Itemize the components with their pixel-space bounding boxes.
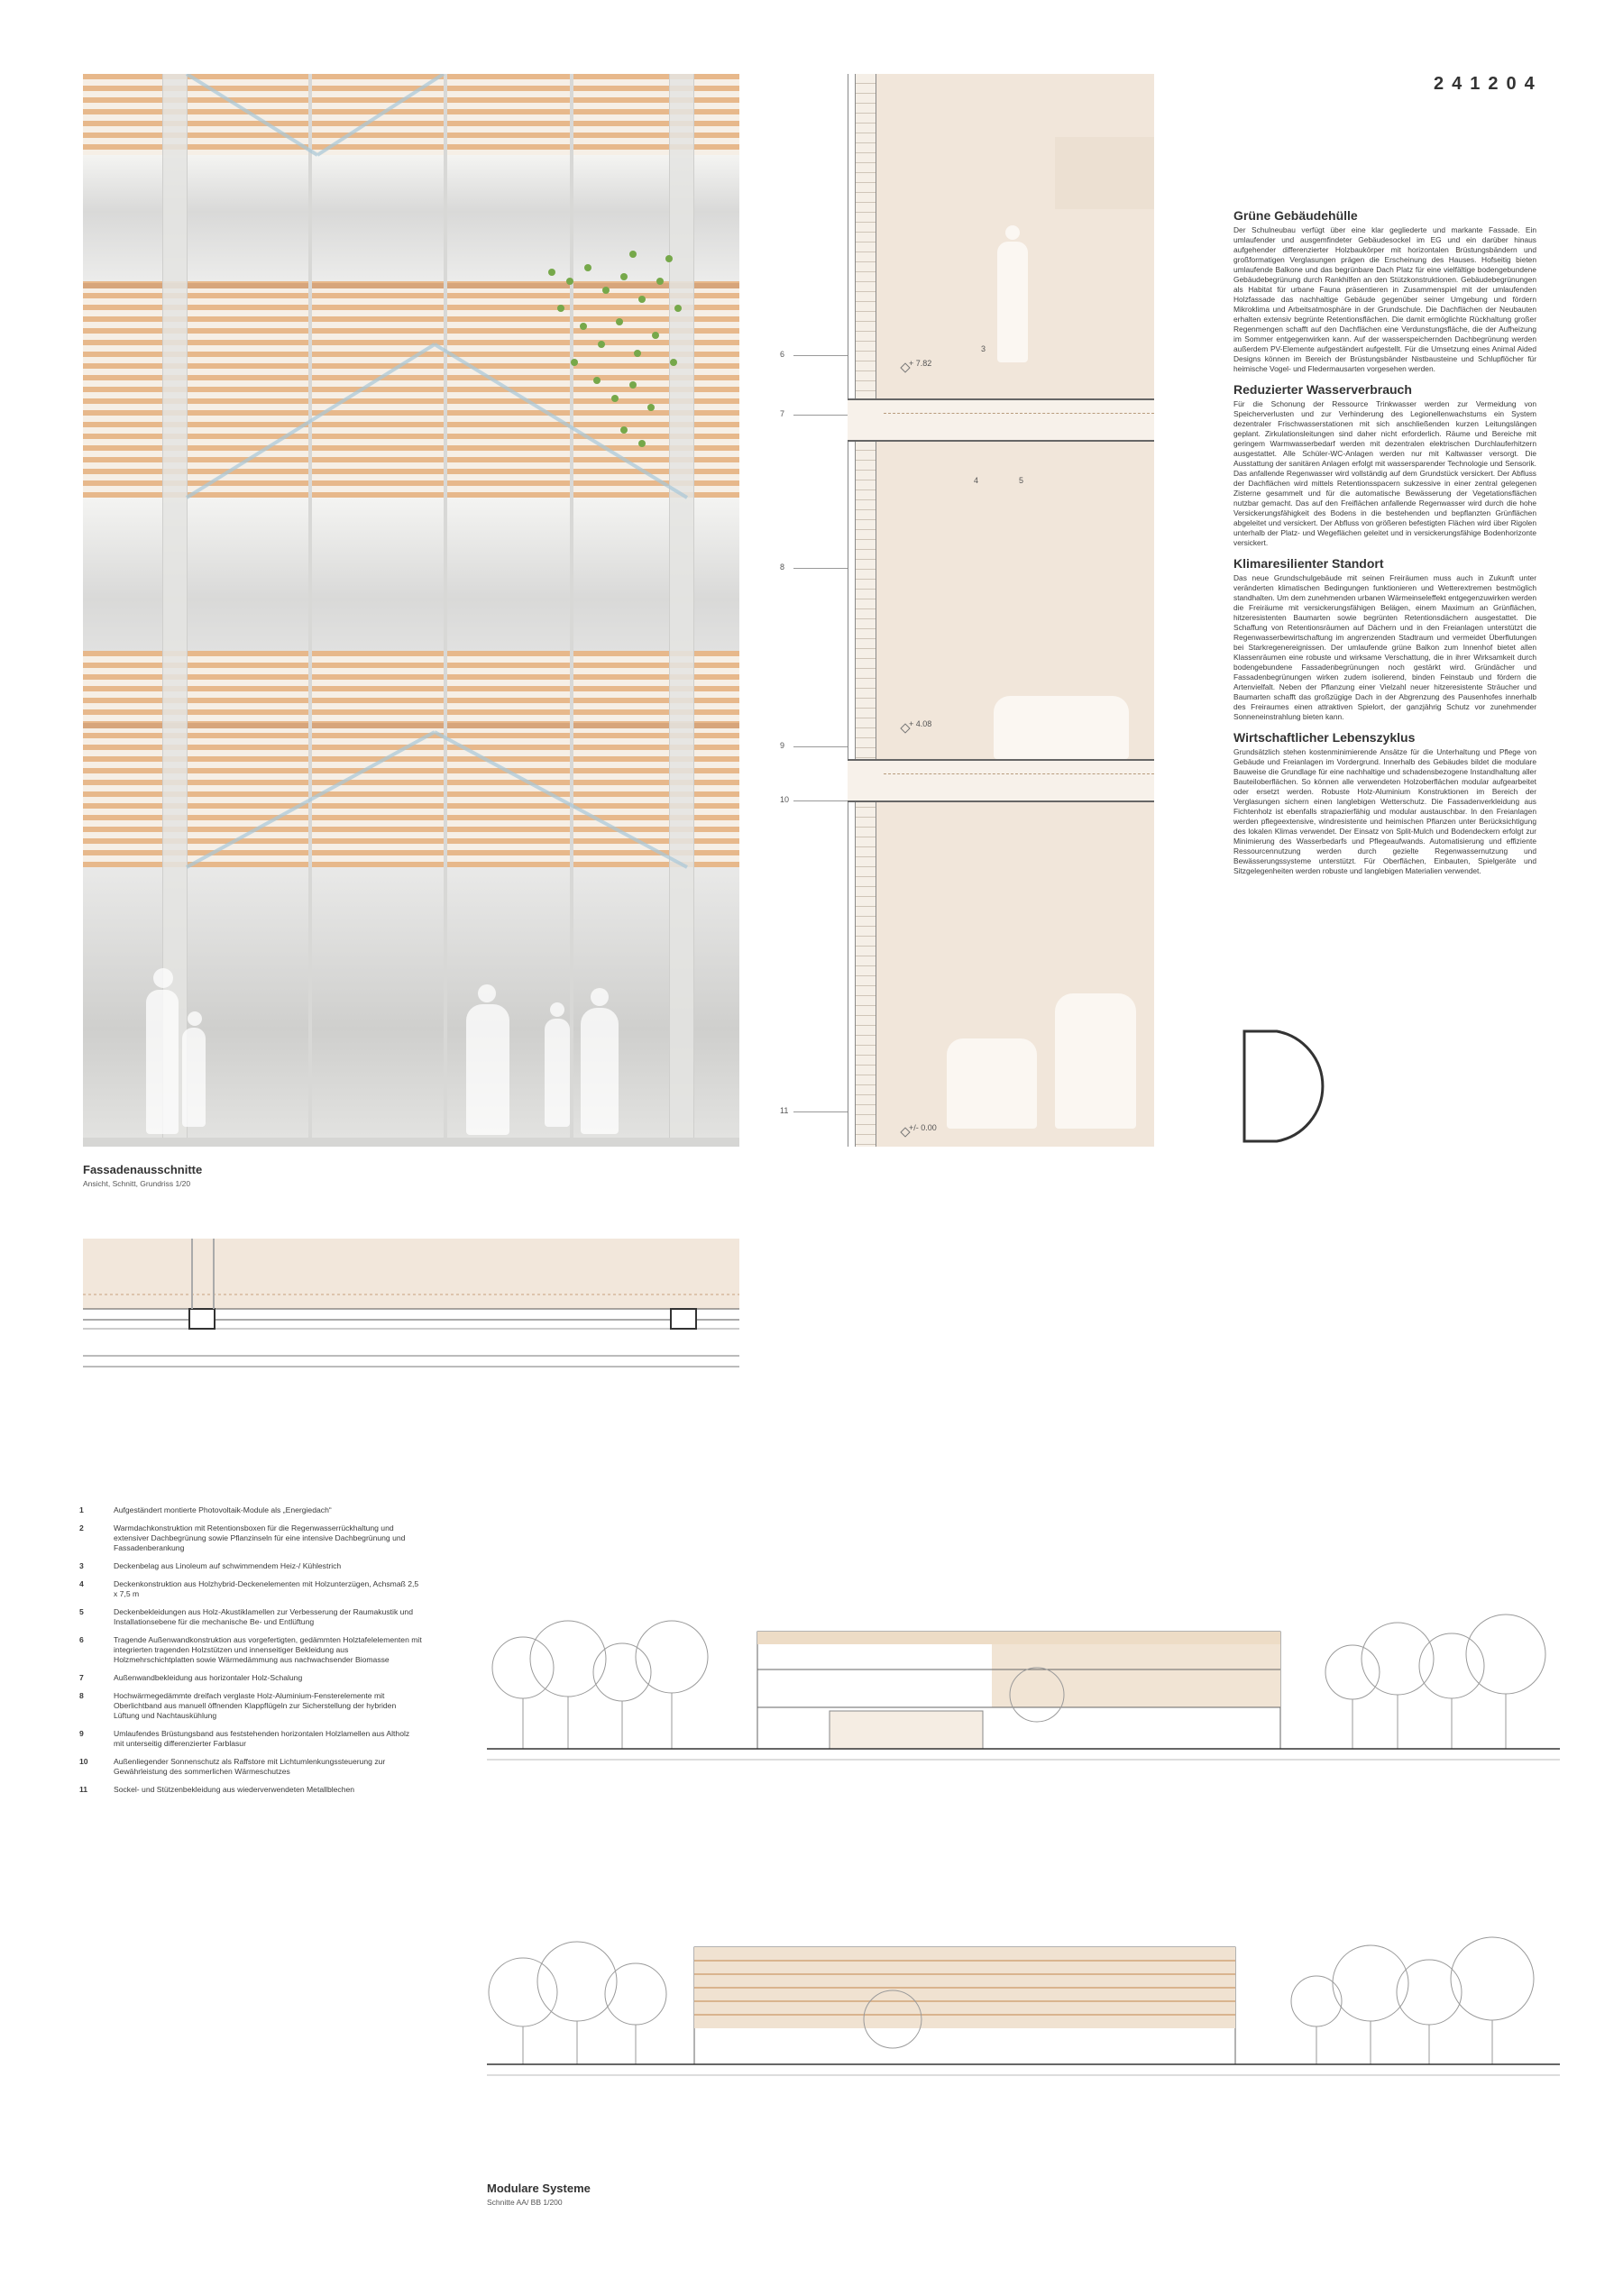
- person-silhouette: [550, 1002, 564, 1017]
- callout-label: 4: [974, 476, 979, 485]
- sheet-letter: [1241, 1028, 1340, 1145]
- callout-label: 6: [780, 350, 785, 359]
- person-silhouette: [182, 1028, 206, 1127]
- section-body: Für die Schonung der Ressource Trinkwasser werden zur Vermeidung von Speicherverlusten und zur Verhinderung des Legionellenwachstums ein System dezentraler Frischwasserstationen mit sich anschließenden kurzen Leitungslängen geplant. Zirkulationsleitungen sind daher nicht erforderlich. Räume und Bereiche mit geringem Warmwasserbedarf werden mit dezentralen elektrischen Durchlauferhitzern ausgestattet. Alle Schüler-WC-Anlagen werden nur mit Kaltwasser versorgt. Die Ausstattung der sanitären Anlagen erfolgt mit wassersparender Technologie und Sensorik. Das anfallende Regenwasser wird vollständig auf dem Grundstück versickert. Der Abfluss der Dachflächen wird mittels Retentionsspacern sukzessive in einer zentral gelegenen Zisterne gesammelt und für die automatische Bewässerung der Vegetationsflächen nutzbar gemacht. Das auf den Freiflächen anfallende Regenwasser wird durch die hohe Versickerungsfähigkeit des Bodens in die bestehenden und bepflanzten Grünflächen abgeleitet und versickert. Der Abfluss von größeren befestigten Flächen wird über Rigolen unterhalb der Platz- und Wegeflächen geleitet und in versickerungsfähige Bodenhorizonte versickert.: [1233, 399, 1536, 547]
- legend-item: 6 Tragende Außenwandkonstruktion aus vorgefertigten, gedämmten Holztafelelementen mit integrierten tragenden Holzstützen und innenseitiger Bekleidung aus Holzmehrschichtplatten sowie Wärmedämmung aus nachwachsender Biomasse: [79, 1635, 422, 1664]
- person-silhouette: [997, 242, 1028, 362]
- level-label: + 7.82: [909, 359, 932, 368]
- person-silhouette: [591, 988, 609, 1006]
- section-body: Der Schulneubau verfügt über eine klar gegliederte und markante Fassade. Ein umlaufender und ausgemfindeter Gebäudesockel im EG und ein darüber hinaus aufgehender differenzierter Holzbaukörper mit horizontalen Brüstungsbändern und großformatigen Verglasungen prägen die Erscheinung des Hauses. Hofseitig bieten umlaufende Balkone und das begrünbare Dach Platz für eine vielfältige bodengebundene Gebäudebegrünung durch Rankhilfen an den Stützkonstruktionen. Gebäudebegrünungen als Habitat für urbane Fauna präsentieren in Zusammenspiel mit der umlaufenden Holzfassade das nachhaltige Gebäude gegenüber seiner Umgebung und fördern Mikroklima und Arbeitsatmosphäre in der Grundschule. Die Dachflächen der Neubauten erhalten extensiv begrünte Retentionsflächen. Die damit ermöglichte Rückhaltung großer Regenmengen schafft auf den Dachflächen eine Verdunstungsfläche, die der Aufheizung im Sommer entgegenwirken kann. Auf der wasserspeichernden Dachbegrünung werden außerdem PV-Elemente aufgeständert aufgestellt. Für die Umsetzung eines Animal Aided Designs können im Bereich der Brüstungsbänder Nistbausteine und Schlupflöcher für heimische Vogel- und Fledermausarten vorgesehen werden.: [1233, 225, 1536, 373]
- site-section-bb-drawing: [487, 1875, 1560, 2082]
- person-silhouette: [146, 990, 179, 1134]
- legend-item: 3 Deckenbelag aus Linoleum auf schwimmendem Heiz-/ Kühlestrich: [79, 1561, 342, 1570]
- site-sections-subtitle: Schnitte AA/ BB 1/200: [487, 2198, 563, 2207]
- level-label: +/- 0.00: [909, 1123, 937, 1132]
- legend-list: [79, 1505, 422, 1803]
- person-silhouette: [1005, 225, 1020, 240]
- legend-item: 4 Deckenkonstruktion aus Holzhybrid-Deckenelementen mit Holzunterzügen, Achsmaß 2,5 x 7,5 m: [79, 1579, 419, 1598]
- section-heading: Reduzierter Wasserverbrauch: [1233, 382, 1412, 397]
- floor-plan-drawing: [83, 1239, 739, 1383]
- description-text: [1233, 209, 1536, 885]
- facade-cladding: [855, 74, 876, 1147]
- callout-label: 3: [981, 344, 986, 353]
- person-silhouette: [581, 1008, 619, 1134]
- section-heading: Wirtschaftlicher Lebenszyklus: [1233, 730, 1416, 745]
- section-heading: Klimaresilienter Standort: [1233, 556, 1384, 571]
- facade-caption: [83, 1163, 202, 1188]
- person-silhouette: [466, 1004, 509, 1135]
- site-sections-title: Modulare Systeme: [487, 2182, 591, 2195]
- section-body: Grundsätzlich stehen kostenminimierende Ansätze für die Unterhaltung und Pflege von Gebäude und Freianlagen im Vordergrund. Innerhalb des Gebäudes bildet die modulare Bauweise die Grundlage für eine nachhaltige und schadensbezogene Instandhaltung aller Bauteiloberflächen. So können alle verwendeten Holzoberflächen modular aufgearbeitet oder ersetzt werden. Robuste Holz-Aluminium Konstruktionen im Bereich der Verglasungen sichern einen langlebigen Wetterschutz. Die Fassadenverkleidung aus Fichtenholz ist ebenfalls strapazierfähig und modular austauschbar. In den Freianlagen werden pflegeextensive, windresistente und heimischen Pflanzen unter Berücksichtigung des lokalen Klimas verwendet. Der Einsatz von Split-Mulch und Bodendeckern erfolgt zur Minimierung des Wasserbedarfs und Pflegeaufwands. Automatisierung und effiziente Ressourcennutzung werden durch gezielte Regenwassernutzung und Bewässerungssysteme unterstützt. Für Oberflächen, Einbauten, Spielgeräte und Sitzgelegenheiten werden robuste und langlebigen Materialien verwendet.: [1233, 747, 1536, 875]
- callout-label: 10: [780, 795, 790, 804]
- ceiling-box: [1055, 137, 1154, 209]
- callout-label: 9: [780, 741, 785, 750]
- callout-label: 5: [1019, 476, 1024, 485]
- person-silhouette: [478, 984, 496, 1002]
- legend-item: 5 Deckenbekleidungen aus Holz-Akustiklamellen zur Verbesserung der Raumakustik und Installationsebene für die mechanische Be- und Entlüftung: [79, 1607, 413, 1626]
- callout-label: 8: [780, 563, 785, 572]
- legend-item: 7 Außenwandbekleidung aus horizontaler Holz-Schalung: [79, 1673, 303, 1682]
- site-section-bb: [487, 1875, 1560, 2082]
- floor-slab: [848, 398, 1154, 442]
- facade-subtitle: Ansicht, Schnitt, Grundriss 1/20: [83, 1179, 191, 1188]
- person-silhouette: [188, 1011, 202, 1026]
- site-sections-caption: [487, 2182, 591, 2207]
- sheet-letter-d: [1241, 1028, 1340, 1145]
- person-silhouette: [153, 968, 173, 988]
- greenery-and-bracing: [83, 74, 739, 1147]
- person-silhouette: [545, 1019, 570, 1127]
- level-label: + 4.08: [909, 719, 932, 728]
- ground-line: [83, 1138, 739, 1147]
- legend-item: 11 Sockel- und Stützenbekleidung aus wiederverwendeten Metallblechen: [79, 1785, 355, 1794]
- legend-item: 9 Umlaufendes Brüstungsband aus feststehenden horizontalen Holzlamellen aus Altholz mit unterseitig differenzierter Farblasur: [79, 1729, 410, 1748]
- legend-item: 2 Warmdachkonstruktion mit Retentionsboxen für die Regenwasserrückhaltung und extensiver Dachbegrünung sowie Pflanzinseln für eine intensive Dachbegrünung und Fassadenberankung: [79, 1523, 406, 1552]
- callout-label: 11: [780, 1106, 789, 1115]
- callout-label: 7: [780, 409, 785, 418]
- site-section-aa: [487, 1550, 1560, 1767]
- facade-title: Fassadenausschnitte: [83, 1163, 203, 1176]
- legend-item: 10 Außenliegender Sonnenschutz als Raffstore mit Lichtumlenkungssteuerung zur Gewährleistung des sommerlichen Wärmeschutzes: [79, 1757, 386, 1776]
- facade-elevation: [83, 74, 739, 1147]
- legend-item: 8 Hochwärmegedämmte dreifach verglaste Holz-Aluminium-Fensterelemente mit Oberlichtband aus manuell öffnenden Klappflügeln zur Sicherstellung der hybriden Lüftung und Nachtauskühlung: [79, 1691, 397, 1720]
- floor-plan-strip: [83, 1239, 739, 1383]
- people-silhouette: [947, 1038, 1037, 1129]
- legend-item: 1 Aufgeständert montierte Photovoltaik-Module als „Energiedach“: [79, 1505, 332, 1514]
- people-silhouette: [994, 696, 1129, 759]
- section-body: Das neue Grundschulgebäude mit seinen Freiräumen muss auch in Zukunft unter veränderten klimatischen Bedingungen funktionieren und Wetterextremen bestmöglich standhalten. Um dem zunehmenden urbanen Wärmeinseleffekt entgegenzuwirken werden die Freiräume mit versickerungsfähigen Belägen, einem Maximum an Grünflächen, hitzeresistenten Baumarten sowie begrünten Retentionsdächern ausgestattet. Die Schaffung von Retentionsräumen auf Dächern und in den Freianlagen unterstützt die Regenwasserbewirtschaftung im angrenzenden Stadtraum und vermeidet Überflutungen bei Starkregenereignissen. Der umlaufende grüne Balkon zum Innenhof bietet allen Klassenräumen eine robuste und wirksame Verschattung, die in ihrer Wirksamkeit durch bodengebundene Fassadenbegrünungen noch gestärkt wird. Gründächer und Fassadenbegrünungen wirken zudem isolierend, binden Feinstaub und fördern die Artenvielfalt. Neben der Pflanzung einer Vielzahl neuer hitzeresistente Sträucher und Baumarten schafft das großzügige Dach in der Abgrenzung des Pausenhofes innerhalb des Freiraumes einen attraktiven Spielort, der ganzjährig Schutz vor zunehmender Sonneneinstrahlung bieten kann.: [1233, 573, 1536, 721]
- section-heading: Grüne Gebäudehülle: [1233, 208, 1358, 223]
- people-silhouette: [1055, 993, 1136, 1129]
- site-section-aa-drawing: [487, 1550, 1560, 1767]
- facade-section: [757, 74, 1154, 1147]
- project-code: 241204: [1434, 74, 1543, 94]
- floor-slab: [848, 759, 1154, 802]
